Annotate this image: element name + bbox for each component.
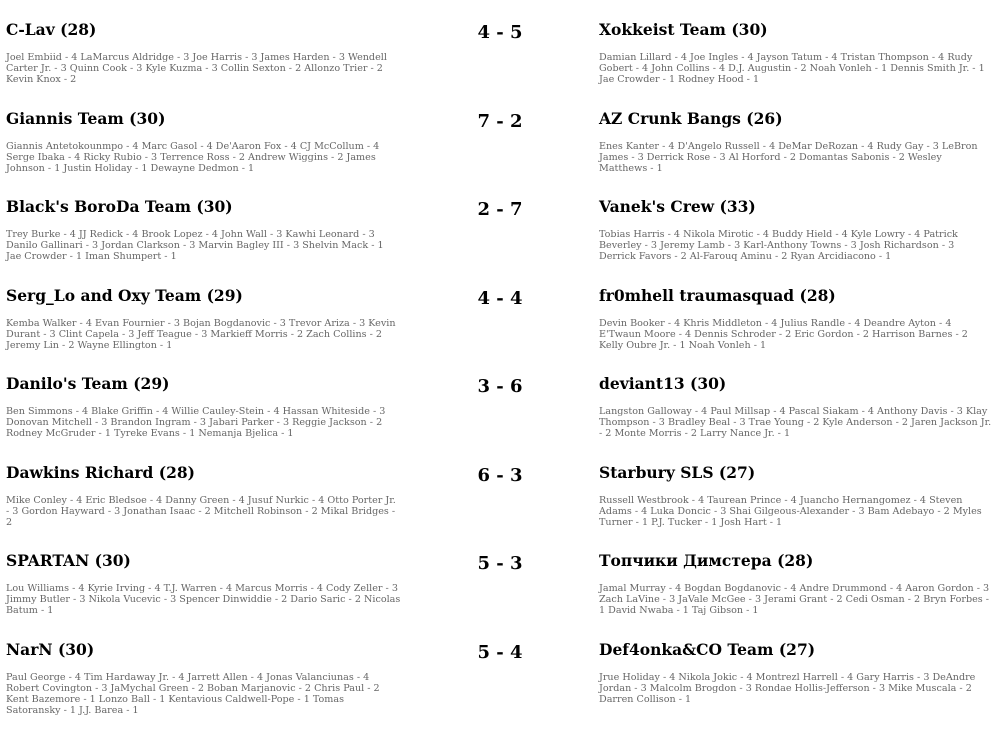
away-team-roster: Devin Booker - 4 Khris Middleton - 4 Julius Randle - 4 Deandre Ayton - 4 E'Twaun Moore - 4 Dennis Schroder - 2 Eric Gordon - 2 Harrison Barnes - 2 Kelly Oubre Jr. - 1 Noah Vonleh - 1 [599, 318, 968, 351]
away-team-roster: Jamal Murray - 4 Bogdan Bogdanovic - 4 Andre Drummond - 4 Aaron Gordon - 3 Zach LaVine - 3 JaVale McGee - 3 Jerami Grant - 2 Cedi Osman - 2 Bryn Forbes - 1 David Nwaba - 1 Taj Gibson - 1 [599, 583, 990, 616]
home-team-roster: Mike Conley - 4 Eric Bledsoe - 4 Danny Green - 4 Jusuf Nurkic - 4 Otto Porter Jr. - 3 Gordon Hayward - 3 Jonathan Isaac - 2 Mitchell Robinson - 2 Mikal Bridges - 2 [6, 495, 396, 528]
matchup-score: 4 - 4 [477, 288, 523, 309]
home-team-name: Giannis Team (30) [6, 109, 166, 128]
away-team-roster: Damian Lillard - 4 Joe Ingles - 4 Jayson Tatum - 4 Tristan Thompson - 4 Rudy Gobert - 4 John Collins - 4 D.J. Augustin - 2 Noah Vonleh - 1 Dennis Smith Jr. - 1 Jae Crowder - 1 Rodney Hood - 1 [599, 52, 985, 85]
away-team [599, 374, 993, 439]
matchup-row [0, 20, 1000, 108]
away-team [599, 463, 993, 528]
home-team [6, 109, 401, 174]
home-team-name: SPARTAN (30) [6, 551, 131, 570]
home-team-roster: Trey Burke - 4 JJ Redick - 4 Brook Lopez - 4 John Wall - 3 Kawhi Leonard - 3 Danilo Gallinari - 3 Jordan Clarkson - 3 Marvin Bagley III - 3 Shelvin Mack - 1 Jae Crowder - 1 Iman Shumpert - 1 [6, 229, 384, 262]
away-team [599, 551, 993, 616]
home-team-roster: Kemba Walker - 4 Evan Fournier - 3 Bojan Bogdanovic - 3 Trevor Ariza - 3 Kevin Durant - 3 Clint Capela - 3 Jeff Teague - 3 Markieff Morris - 2 Zach Collins - 2 Jeremy Lin - 2 Wayne Ellington - 1 [6, 318, 396, 351]
matchup-row [0, 286, 1000, 374]
matchup-row [0, 109, 1000, 197]
matchup-row [0, 374, 1000, 462]
away-team-name: Топчики Димстера (28) [599, 551, 814, 570]
home-team [6, 551, 401, 616]
home-team [6, 286, 401, 351]
home-team-name: Black's BoroDa Team (30) [6, 197, 233, 216]
away-team-name: Xokkeist Team (30) [599, 20, 768, 39]
away-team-name: fr0mhell traumasquad (28) [599, 286, 836, 305]
home-team-name: Dawkins Richard (28) [6, 463, 196, 482]
matchup-row [0, 463, 1000, 551]
home-team-roster: Ben Simmons - 4 Blake Griffin - 4 Willie Cauley-Stein - 4 Hassan Whiteside - 3 Donovan Mitchell - 3 Brandon Ingram - 3 Jabari Parker - 3 Reggie Jackson - 2 Rodney McGruder - 1 Tyreke Evans - 1 Nemanja Bjelica - 1 [6, 406, 386, 439]
home-team [6, 197, 401, 262]
matchup-score: 5 - 4 [477, 642, 523, 663]
away-team [599, 286, 993, 351]
away-team [599, 640, 993, 705]
home-team-roster: Lou Williams - 4 Kyrie Irving - 4 T.J. Warren - 4 Marcus Morris - 4 Cody Zeller - 3 Jimmy Butler - 3 Nikola Vucevic - 3 Spencer Dinwiddie - 2 Dario Saric - 2 Nicolas Batum - 1 [6, 583, 401, 616]
away-team-name: Starbury SLS (27) [599, 463, 756, 482]
away-team [599, 197, 993, 262]
home-team-name: Danilo's Team (29) [6, 374, 170, 393]
matchup-row [0, 551, 1000, 639]
matchup-score: 3 - 6 [477, 376, 523, 397]
home-team-name: Serg_Lo and Oxy Team (29) [6, 286, 243, 305]
matchup-score: 6 - 3 [477, 465, 523, 486]
matchup-row [0, 640, 1000, 728]
away-team-name: AZ Crunk Bangs (26) [599, 109, 783, 128]
home-team-roster: Giannis Antetokounmpo - 4 Marc Gasol - 4 De'Aaron Fox - 4 CJ McCollum - 4 Serge Ibaka - 4 Ricky Rubio - 3 Terrence Ross - 2 Andrew Wiggins - 2 James Johnson - 1 Justin Holiday - 1 Dewayne Dedmon - 1 [6, 141, 380, 174]
matchup-score: 2 - 7 [477, 199, 523, 220]
matchup-score: 4 - 5 [477, 22, 523, 43]
away-team-roster: Langston Galloway - 4 Paul Millsap - 4 Pascal Siakam - 4 Anthony Davis - 3 Klay Thompson - 3 Bradley Beal - 3 Trae Young - 2 Kyle Anderson - 2 Jaren Jackson Jr. - 2 Monte Morris - 2 Larry Nance Jr. - 1 [599, 406, 992, 439]
home-team-name: C-Lav (28) [6, 20, 97, 39]
matchup-score: 7 - 2 [477, 111, 523, 132]
away-team-roster: Tobias Harris - 4 Nikola Mirotic - 4 Buddy Hield - 4 Kyle Lowry - 4 Patrick Beverley - 3 Jeremy Lamb - 3 Karl-Anthony Towns - 3 Josh Richardson - 3 Derrick Favors - 2 Al-Farouq Aminu - 2 Ryan Arcidiacono - 1 [599, 229, 958, 262]
home-team [6, 20, 401, 85]
home-team [6, 640, 401, 716]
away-team-name: deviant13 (30) [599, 374, 727, 393]
away-team [599, 20, 993, 85]
away-team-roster: Enes Kanter - 4 D'Angelo Russell - 4 DeMar DeRozan - 4 Rudy Gay - 3 LeBron James - 3 Derrick Rose - 3 Al Horford - 2 Domantas Sabonis - 2 Wesley Matthews - 1 [599, 141, 978, 174]
away-team-roster: Russell Westbrook - 4 Taurean Prince - 4 Juancho Hernangomez - 4 Steven Adams - 4 Luka Doncic - 3 Shai Gilgeous-Alexander - 3 Bam Adebayo - 2 Myles Turner - 1 P.J. Tucker - 1 Josh Hart - 1 [599, 495, 982, 528]
away-team-name: Def4onka&CO Team (27) [599, 640, 816, 659]
away-team-name: Vanek's Crew (33) [599, 197, 756, 216]
home-team [6, 374, 401, 439]
away-team [599, 109, 993, 174]
matchup-score: 5 - 3 [477, 553, 523, 574]
home-team-roster: Paul George - 4 Tim Hardaway Jr. - 4 Jarrett Allen - 4 Jonas Valanciunas - 4 Robert Covington - 3 JaMychal Green - 2 Boban Marjanovic - 2 Chris Paul - 2 Kent Bazemore - 1 Lonzo Ball - 1 Kentavious Caldwell-Pope - 1 Tomas Satoransky - 1 J.J. Barea - 1 [6, 672, 380, 716]
home-team-name: NarN (30) [6, 640, 95, 659]
away-team-roster: Jrue Holiday - 4 Nikola Jokic - 4 Montrezl Harrell - 4 Gary Harris - 3 DeAndre Jordan - 3 Malcolm Brogdon - 3 Rondae Hollis-Jefferson - 3 Mike Muscala - 2 Darren Collison - 1 [599, 672, 976, 705]
home-team-roster: Joel Embiid - 4 LaMarcus Aldridge - 3 Joe Harris - 3 James Harden - 3 Wendell Carter Jr. - 3 Quinn Cook - 3 Kyle Kuzma - 3 Collin Sexton - 2 Allonzo Trier - 2 Kevin Knox - 2 [6, 52, 387, 85]
matchup-row [0, 197, 1000, 285]
home-team [6, 463, 401, 528]
